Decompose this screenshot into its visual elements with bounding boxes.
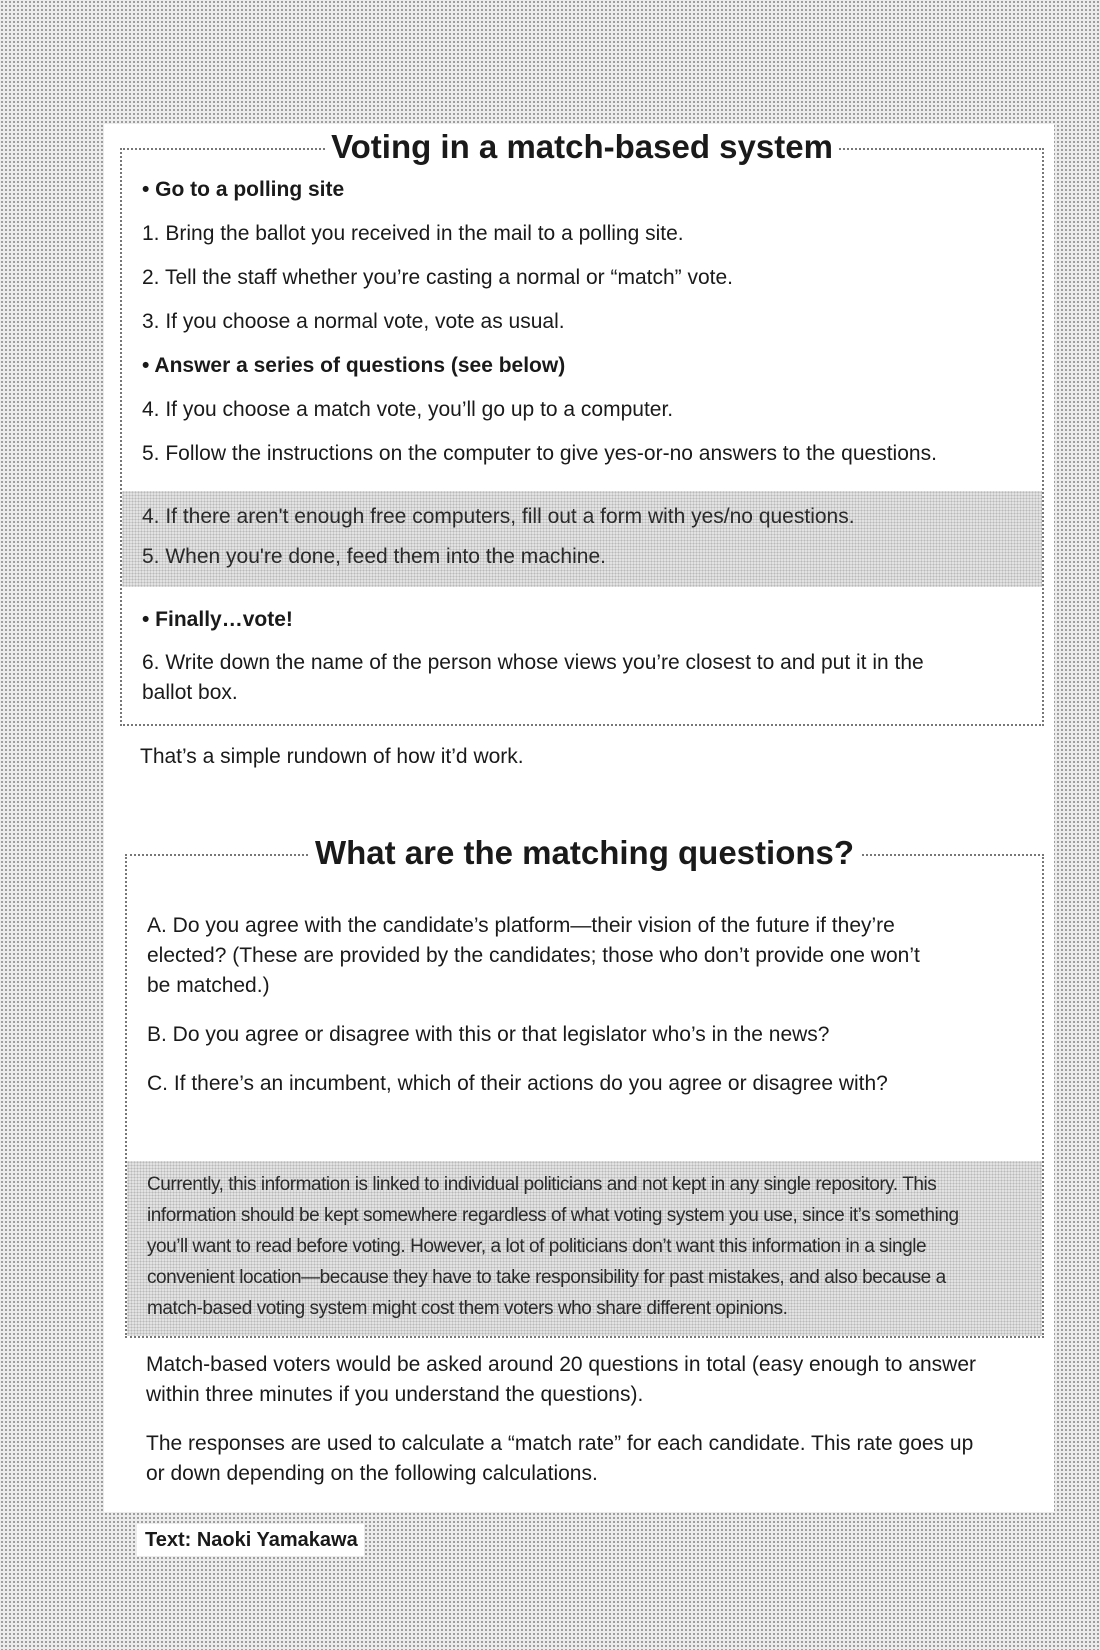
repository-note-panel xyxy=(127,1161,1042,1336)
section-heading-vote: • Finally…vote! xyxy=(142,608,293,631)
note-line-3: you’ll want to read before voting. However, a lot of politicians don’t want this information in a single xyxy=(147,1236,927,1257)
step-6-line-1: 6. Write down the name of the person whose views you’re closest to and put it in the xyxy=(142,651,924,674)
paragraph-questions-line-1: Match-based voters would be asked around 20 questions in total (easy enough to answer xyxy=(146,1353,977,1376)
rundown-text: That’s a simple rundown of how it’d work. xyxy=(140,745,524,768)
section-heading-questions: • Answer a series of questions (see below) xyxy=(142,354,566,377)
alt-step-4: 4. If there aren't enough free computers, fill out a form with yes/no questions. xyxy=(142,505,855,528)
alt-step-5: 5. When you're done, feed them into the machine. xyxy=(142,545,606,568)
matching-questions-title-text: What are the matching questions? xyxy=(309,834,860,871)
step-3: 3. If you choose a normal vote, vote as usual. xyxy=(142,310,565,333)
question-a-line-3: be matched.) xyxy=(147,974,270,997)
step-2: 2. Tell the staff whether you’re casting a normal or “match” vote. xyxy=(142,266,734,289)
step-5: 5. Follow the instructions on the computer to give yes-or-no answers to the questions. xyxy=(142,442,937,465)
step-1: 1. Bring the ballot you received in the mail to a polling site. xyxy=(142,222,684,245)
question-c: C. If there’s an incumbent, which of their actions do you agree or disagree with? xyxy=(147,1072,888,1095)
matching-questions-box xyxy=(125,834,1044,1338)
paragraph-match-rate-line-2: or down depending on the following calculations. xyxy=(146,1462,598,1485)
note-line-1: Currently, this information is linked to individual politicians and not kept in any single repository. This xyxy=(147,1174,937,1195)
step-6-line-2: ballot box. xyxy=(142,681,238,704)
section-heading-polling: • Go to a polling site xyxy=(142,178,345,201)
voting-steps-box xyxy=(120,128,1044,726)
question-a-line-2: elected? (These are provided by the candidates; those who don’t provide one won’t xyxy=(147,944,920,967)
step-4: 4. If you choose a match vote, you’ll go up to a computer. xyxy=(142,398,674,421)
voting-steps-title-text: Voting in a match-based system xyxy=(325,128,839,165)
note-line-5: match-based voting system might cost them voters who share different opinions. xyxy=(147,1298,788,1319)
note-line-4: convenient location—because they have to take responsibility for past mistakes, and also because a xyxy=(147,1267,946,1288)
matching-questions-title xyxy=(127,834,1042,872)
question-b: B. Do you agree or disagree with this or that legislator who’s in the news? xyxy=(147,1023,830,1046)
question-a-line-1: A. Do you agree with the candidate’s platform—their vision of the future if they’re xyxy=(147,914,895,937)
note-line-2: information should be kept somewhere regardless of what voting system you use, since it’s something xyxy=(147,1205,959,1226)
author-credit: Text: Naoki Yamakawa xyxy=(137,1524,364,1556)
voting-steps-title xyxy=(122,128,1042,166)
paragraph-questions-line-2: within three minutes if you understand the questions). xyxy=(146,1383,644,1406)
paragraph-match-rate-line-1: The responses are used to calculate a “match rate” for each candidate. This rate goes up xyxy=(146,1432,974,1455)
alternate-steps-panel xyxy=(122,491,1042,587)
